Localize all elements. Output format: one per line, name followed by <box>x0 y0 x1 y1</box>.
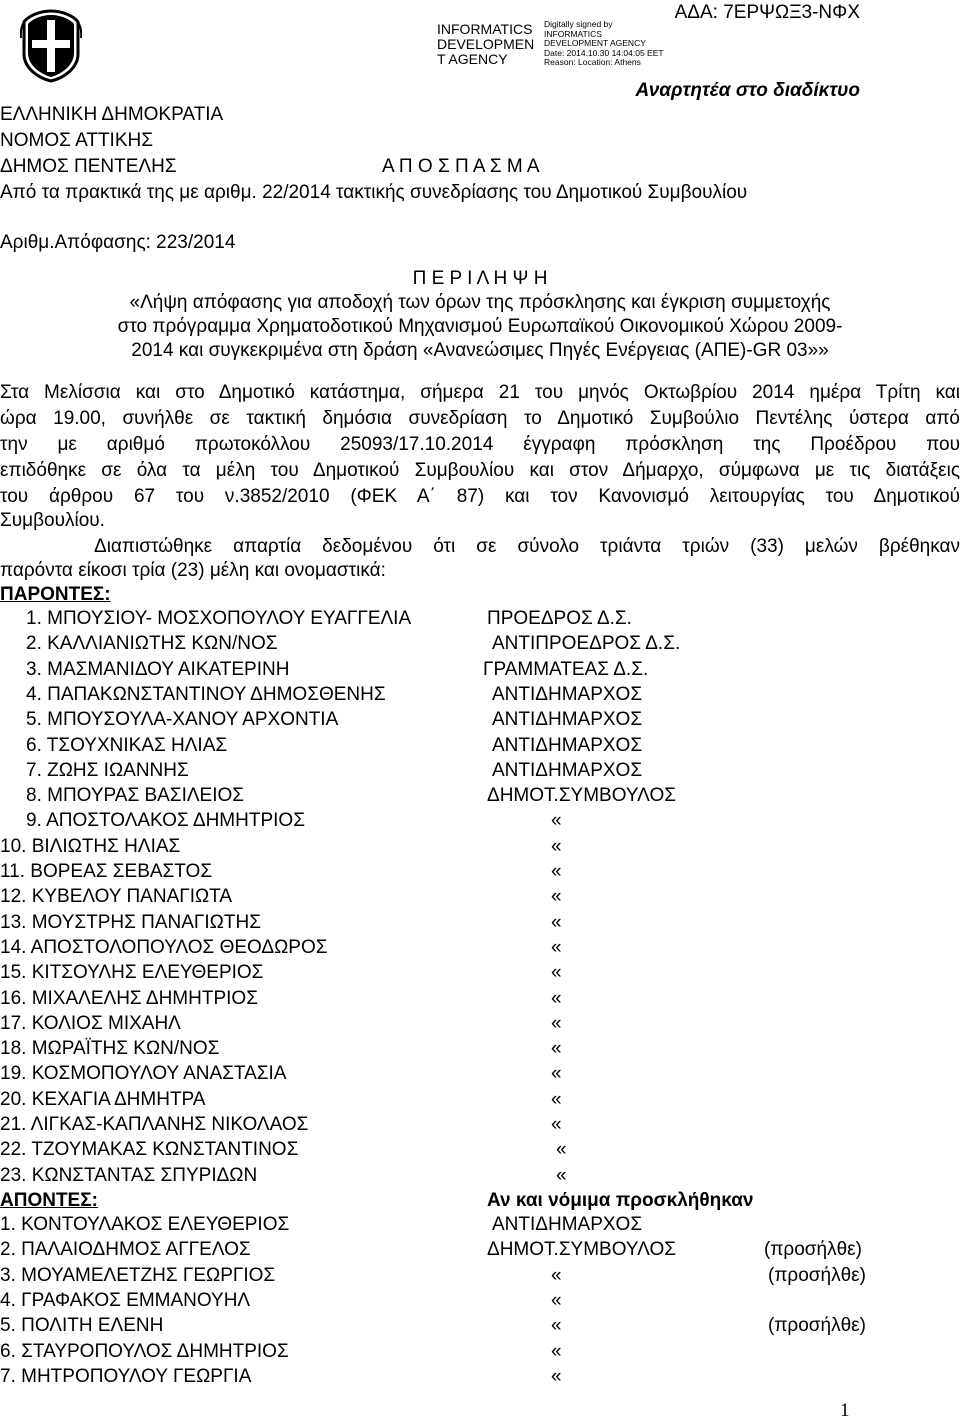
body-line-2: ώρα 19.00, συνήλθε σε τακτική δημόσια συνεδρίαση το Δημοτικό Συμβούλιο Πεντέλης ύστερα από <box>0 408 960 429</box>
member-name: 17. ΚΟΛΙΟΣ ΜΙΧΑΗΛ <box>0 1012 181 1034</box>
present-member-row <box>0 886 960 911</box>
member-role: ΠΡΟΕΔΡΟΣ Δ.Σ. <box>487 608 632 629</box>
member-role: « <box>551 911 562 933</box>
present-member-row <box>0 1114 960 1139</box>
member-name: 14. ΑΠΟΣΤΟΛΟΠΟΥΛΟΣ ΘΕΟΔΩΡΟΣ <box>0 936 328 958</box>
member-role: ΓΡΑΜΜΑΤΕΑΣ Δ.Σ. <box>483 658 649 680</box>
absent-heading: ΑΠΟΝΤΕΣ: <box>0 1190 98 1211</box>
present-member-row <box>0 760 960 785</box>
member-role: « <box>551 1088 562 1110</box>
member-role: « <box>551 1365 562 1387</box>
present-member-row <box>0 1139 960 1164</box>
signature-details: Digitally signed by INFORMATICS DEVELOPMENT AGENCY Date: 2014.10.30 14:04:05 EET Reason: Location: Athens <box>544 19 664 68</box>
member-role: « <box>551 936 562 958</box>
member-name: 4. ΓΡΑΦΑΚΟΣ ΕΜΜΑΝΟΥΗΛ <box>0 1289 251 1311</box>
ada-code: ΑΔΑ: 7ΕΡΨΩΞ3-ΝΦΧ <box>674 2 860 23</box>
member-role: ΑΝΤΙΔΗΜΑΡΧΟΣ <box>492 709 643 731</box>
present-member-row <box>0 988 960 1013</box>
present-member-row <box>0 1038 960 1063</box>
member-role: « <box>551 861 562 882</box>
summary-line-1: «Λήψη απόφασης για αποδοχή των όρων της πρόσκλησης και έγκριση συμμετοχής <box>129 292 831 313</box>
member-role: ΑΝΤΙΔΗΜΑΡΧΟΣ <box>492 1214 643 1235</box>
member-role: « <box>551 1340 562 1362</box>
member-role: ΔΗΜΟΤ.ΣΥΜΒΟΥΛΟΣ <box>487 785 676 807</box>
body-line-3: την με αριθμό πρωτοκόλλου 25093/17.10.2014 έγγραφη πρόσκληση της Προέδρου που <box>0 434 960 455</box>
member-name: 2. ΠΑΛΑΙΟΔΗΜΟΣ ΑΓΓΕΛΟΣ <box>0 1239 251 1261</box>
present-member-row <box>0 937 960 962</box>
member-role: « <box>551 1289 562 1311</box>
body-line-5: του άρθρου 67 του ν.3852/2010 (ΦΕΚ Α΄ 87) και τον Κανονισμό λειτουργίας του Δημοτικού <box>0 486 960 507</box>
member-name: 18. ΜΩΡΑΪΤΗΣ ΚΩΝ/ΝΟΣ <box>0 1038 220 1060</box>
member-name: 15. ΚΙΤΣΟΥΛΗΣ ΕΛΕΥΘΕΡΙΟΣ <box>0 962 264 984</box>
body-line-6: Συμβουλίου. <box>0 510 105 531</box>
member-name: 6. ΣΤΑΥΡΟΠΟΥΛΟΣ ΔΗΜΗΤΡΙΟΣ <box>0 1340 289 1362</box>
authority-line-3: ΔΗΜΟΣ ΠΕΝΤΕΛΗΣ <box>0 156 177 177</box>
authority-line-2: ΝΟΜΟΣ ΑΤΤΙΚΗΣ <box>0 130 153 151</box>
present-member-row <box>0 709 960 734</box>
member-name: 22. ΤΖΟΥΜΑΚΑΣ ΚΩΝΣΤΑΝΤΙΝΟΣ <box>0 1139 299 1161</box>
member-name: 21. ΛΙΓΚΑΣ-ΚΑΠΛΑΝΗΣ ΝΙΚΟΛΑΟΣ <box>0 1114 309 1135</box>
member-role: « <box>551 1038 562 1060</box>
member-name: 13. ΜΟΥΣΤΡΗΣ ΠΑΝΑΓΙΩΤΗΣ <box>0 911 261 933</box>
member-name: 1. ΜΠΟΥΣΙΟΥ- ΜΟΣΧΟΠΟΥΛΟΥ ΕΥΑΓΓΕΛΙΑ <box>26 608 412 629</box>
member-name: 7. ΖΩΗΣ ΙΩΑΝΝΗΣ <box>26 759 189 781</box>
present-member-row <box>0 810 960 835</box>
member-name: 20. ΚΕΧΑΓΙΑ ΔΗΜΗΤΡΑ <box>0 1088 206 1110</box>
authority-line-1: ΕΛΛΗΝΙΚΗ ΔΗΜΟΚΡΑΤΙΑ <box>0 104 224 125</box>
absent-member-row <box>0 1239 960 1264</box>
absent-member-row <box>0 1341 960 1366</box>
absent-member-row <box>0 1366 960 1391</box>
member-name: 6. ΤΣΟΥΧΝΙΚΑΣ ΗΛΙΑΣ <box>26 734 228 756</box>
member-note: (προσήλθε) <box>768 1315 866 1337</box>
absent-note-heading: Αν και νόμιμα προσκλήθηκαν <box>487 1190 754 1211</box>
member-name: 4. ΠΑΠΑΚΩΝΣΤΑΝΤΙΝΟΥ ΔΗΜΟΣΘΕΝΗΣ <box>26 683 386 705</box>
member-name: 3. ΜΟΥΑΜΕΛΕΤΖΗΣ ΓΕΩΡΓΙΟΣ <box>0 1264 276 1286</box>
summary-line-3: 2014 και συγκεκριμένα στη δράση «Ανανεώσιμες Πηγές Ενέργειας (ΑΠΕ)-GR 03»» <box>131 340 829 361</box>
present-member-row <box>0 1063 960 1088</box>
summary-line-2: στο πρόγραμμα Χρηματοδοτικού Μηχανισμού Ευρωπαϊκού Οικονομικού Χώρου 2009- <box>117 316 843 337</box>
quorum-line-1: Διαπιστώθηκε απαρτία δεδομένου ότι σε σύνολο τριάντα τριών (33) μελών βρέθηκαν <box>94 536 960 557</box>
present-member-row <box>0 735 960 760</box>
member-name: 7. ΜΗΤΡΟΠΟΥΛΟΥ ΓΕΩΡΓΙΑ <box>0 1365 252 1387</box>
greek-coat-of-arms-icon <box>20 8 82 84</box>
member-role: ΑΝΤΙΔΗΜΑΡΧΟΣ <box>492 759 643 781</box>
member-name: 9. ΑΠΟΣΤΟΛΑΚΟΣ ΔΗΜΗΤΡΙΟΣ <box>26 810 305 832</box>
member-role: « <box>556 1164 567 1186</box>
member-name: 2. ΚΑΛΛΙΑΝΙΩΤΗΣ ΚΩΝ/ΝΟΣ <box>26 633 278 655</box>
member-role: « <box>551 1012 562 1034</box>
member-name: 5. ΜΠΟΥΣΟΥΛΑ-ΧΑΝΟΥ ΑΡΧΟΝΤΙΑ <box>26 709 339 731</box>
body-line-4: επιδόθηκε σε όλα τα μέλη του Δημοτικού Συμβουλίου και στον Δήμαρχο, σύμφωνα με τις διατάξεις <box>0 460 960 481</box>
absent-member-row <box>0 1214 960 1239</box>
present-member-row <box>0 1089 960 1114</box>
member-role: « <box>551 1315 562 1337</box>
absent-member-row <box>0 1315 960 1340</box>
present-member-row <box>0 659 960 684</box>
present-member-row <box>0 962 960 987</box>
summary-title: Π Ε Ρ Ι Λ Η Ψ Η <box>412 268 548 289</box>
member-role: « <box>551 886 562 908</box>
present-member-row <box>0 633 960 658</box>
member-name: 3. ΜΑΣΜΑΝΙΔΟΥ ΑΙΚΑΤΕΡΙΝΗ <box>26 658 290 680</box>
member-role: « <box>556 1139 567 1161</box>
member-role: ΔΗΜΟΤ.ΣΥΜΒΟΥΛΟΣ <box>487 1239 676 1261</box>
present-member-row <box>0 1165 960 1190</box>
member-role: « <box>551 1264 562 1286</box>
present-member-row <box>0 912 960 937</box>
minutes-line: Από τα πρακτικά της με αριθμ. 22/2014 τακτικής συνεδρίασης του Δημοτικού Συμβουλίου <box>0 182 748 203</box>
member-name: 23. ΚΩΝΣΤΑΝΤΑΣ ΣΠΥΡΙΔΩΝ <box>0 1164 258 1186</box>
member-note: (προσήλθε) <box>768 1264 866 1286</box>
present-member-row <box>0 608 960 633</box>
member-role: « <box>551 1114 562 1135</box>
member-name: 16. ΜΙΧΑΛΕΛΗΣ ΔΗΜΗΤΡΙΟΣ <box>0 987 258 1009</box>
member-name: 11. ΒΟΡΕΑΣ ΣΕΒΑΣΤΟΣ <box>0 861 213 882</box>
member-name: 12. ΚΥΒΕΛΟΥ ΠΑΝΑΓΙΩΤΑ <box>0 886 233 908</box>
member-role: « <box>551 1063 562 1085</box>
member-name: 19. ΚΟΣΜΟΠΟΥΛΟΥ ΑΝΑΣΤΑΣΙΑ <box>0 1063 287 1085</box>
member-name: 5. ΠΟΛΙΤΗ ΕΛΕΝΗ <box>0 1315 164 1337</box>
member-name: 10. ΒΙΛΙΩΤΗΣ ΗΛΙΑΣ <box>0 835 181 857</box>
page-number: 1 <box>840 1400 850 1421</box>
excerpt-title: Α Π Ο Σ Π Α Σ Μ Α <box>382 156 540 177</box>
present-member-row <box>0 861 960 886</box>
body-line-1: Στα Μελίσσια και στο Δημοτικό κατάστημα, σήμερα 21 του μηνός Οκτωβρίου 2014 ημέρα Τρίτη και <box>0 382 960 403</box>
member-role: ΑΝΤΙΔΗΜΑΡΧΟΣ <box>492 683 643 705</box>
publish-note: Αναρτητέα στο διαδίκτυο <box>635 80 860 101</box>
absent-member-row <box>0 1290 960 1315</box>
decision-number: Αριθμ.Απόφασης: 223/2014 <box>0 232 236 253</box>
member-name: 1. ΚΟΝΤΟΥΛΑΚΟΣ ΕΛΕΥΘΕΡΙΟΣ <box>0 1214 290 1235</box>
member-role: « <box>551 987 562 1009</box>
present-member-row <box>0 836 960 861</box>
member-name: 8. ΜΠΟΥΡΑΣ ΒΑΣΙΛΕΙΟΣ <box>26 785 245 807</box>
quorum-line-2: παρόντα είκοσι τρία (23) μέλη και ονομαστικά: <box>0 560 386 581</box>
present-heading: ΠΑΡΟΝΤΕΣ: <box>0 584 111 605</box>
present-member-row <box>0 684 960 709</box>
present-member-row <box>0 1013 960 1038</box>
absent-member-row <box>0 1265 960 1290</box>
member-role: « <box>551 962 562 984</box>
member-role: « <box>551 835 562 857</box>
member-note: (προσήλθε) <box>764 1239 862 1261</box>
member-role: ΑΝΤΙΠΡΟΕΔΡΟΣ Δ.Σ. <box>492 633 681 655</box>
member-role: « <box>551 810 562 832</box>
member-role: ΑΝΤΙΔΗΜΑΡΧΟΣ <box>492 734 643 756</box>
present-member-row <box>0 785 960 810</box>
signature-organization: INFORMATICS DEVELOPMEN T AGENCY <box>437 21 535 67</box>
